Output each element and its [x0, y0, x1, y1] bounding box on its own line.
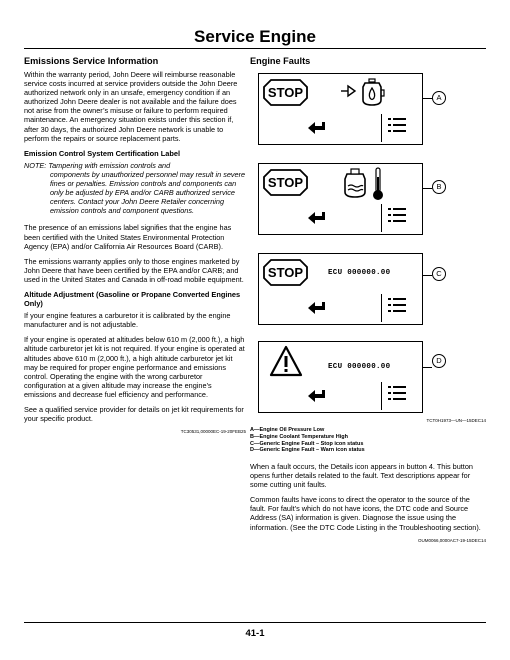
- stop-sign-icon: [263, 79, 308, 106]
- back-arrow-icon: [308, 302, 326, 314]
- left-column: [24, 56, 246, 435]
- emissions-intro: Within the warranty period, John Deere will reimburse reasonable service costs incurred at service providers outside the John Deere authorized network only in an unsafe, emergency condition if an authorized John Deere dealer is not available and the failure does not arise from the owner’s misuse or failure to perform required maintenance. An emergency situation exists under this section if, after 30 days, the authorized John Deere network is unable to perform the repairs or source replacement parts.: [24, 70, 238, 143]
- callout-b: B: [432, 180, 446, 194]
- fault-screen-a: [258, 73, 423, 145]
- certification-heading: Emission Control System Certification Label: [24, 148, 181, 158]
- fault-screen-d: [258, 341, 423, 413]
- fault-paragraph-2: Common faults have icons to direct the operator to the source of the fault. For fault’s which do not have icons, the DTC code and Source Address (SA) information is given. Diagnose the issue using the information. (See the DTC Code Listing in the Troubleshooting section).: [250, 495, 481, 532]
- stop-sign-text: STOP: [267, 265, 304, 280]
- title-rule: [24, 48, 486, 49]
- figure-legend: [250, 427, 486, 454]
- stop-sign-text: STOP: [267, 85, 304, 100]
- back-arrow-icon: [308, 122, 326, 134]
- figure-code: TCT0H1973—UN—15DEC14: [426, 418, 486, 423]
- right-body: [250, 462, 486, 544]
- engine-faults-heading: Engine Faults: [250, 56, 311, 66]
- callout-d: D: [432, 354, 446, 368]
- menu-separator: [381, 382, 382, 410]
- legend-item-b: B—Engine Coolant Temperature High: [250, 433, 348, 440]
- arrow-into-oil-icon: [340, 84, 358, 98]
- stop-sign-text: STOP: [267, 175, 304, 190]
- callout-line-b: [422, 188, 432, 189]
- warranty-paragraph: The emissions warranty applies only to those engines marketed by John Deere that have been certified by the EPA and/or CARB; and used in the United States and Canada in off-road mobile equipment.: [24, 256, 244, 284]
- legend-item-c: C—Generic Engine Fault – Stop icon status: [250, 440, 364, 447]
- back-arrow-icon: [308, 212, 326, 224]
- note-rest: components by unauthorized personnel may result in severe fines or penalties. Emission controls and components can only be adjusted by EPA and/or CARB authorized service centers. Contact your John Deere Retailer concerning emission controls and component questions.: [50, 169, 246, 216]
- oil-pressure-icon: [359, 78, 385, 106]
- stop-sign-icon: [263, 259, 308, 286]
- fault-screen-b: [258, 163, 423, 235]
- altitude-paragraph-2: If your engine is operated at altitudes below 610 m (2,000 ft.), a high altitude carburetor jet kit is not required. If your engine is operated at altitudes above 610 m (2,000 ft.), a high altitude carburetor jet kit may be required for proper engine performance and emissions control. Operating the engine with the wrong carburetor configuration at a given altitude may increase the engine’s emissions and decrease fuel efficiency and performance.: [24, 335, 245, 399]
- menu-list-icon: [388, 115, 406, 137]
- legend-item-d: D—Generic Engine Fault – Warn icon status: [250, 447, 365, 454]
- ecu-code: ECU 000000.00: [328, 269, 391, 277]
- callout-line-d: [422, 367, 432, 368]
- callout-c: C: [432, 267, 446, 281]
- altitude-paragraph-3: See a qualified service provider for details on jet kit requirements for your specific product.: [24, 405, 244, 424]
- tampering-note: [24, 161, 246, 216]
- fault-screen-c: [258, 253, 423, 325]
- left-reference-code: TC30531,00000EC-19-20FEB25: [180, 429, 246, 435]
- menu-separator: [381, 294, 382, 322]
- altitude-heading: Altitude Adjustment (Gasoline or Propane Converted Engines Only): [24, 289, 241, 309]
- note-first-line: NOTE: Tampering with emission controls and: [24, 160, 171, 170]
- menu-list-icon: [388, 205, 406, 227]
- callout-line-a: [422, 98, 432, 99]
- callout-line-c: [422, 275, 432, 276]
- coolant-temperature-icon: [372, 167, 384, 201]
- menu-list-icon: [388, 295, 406, 317]
- menu-separator: [381, 114, 382, 142]
- menu-separator: [381, 204, 382, 232]
- right-reference-code: OUM0066,0000AC7-19-15DEC14: [417, 537, 486, 543]
- legend-item-a: A—Engine Oil Pressure Low: [250, 427, 325, 433]
- right-column: [250, 56, 486, 70]
- ecu-code: ECU 000000.00: [328, 363, 391, 371]
- warning-triangle-icon: [269, 345, 303, 377]
- page-number: 41-1: [245, 628, 265, 639]
- label-paragraph: The presence of an emissions label signifies that the engine has been certified with the United States Environmental Protection Agency (EPA) and/or California Air Resources Board (CARB).: [24, 223, 232, 251]
- coolant-icon: [343, 168, 367, 198]
- altitude-paragraph-1: If your engine features a carburetor it is calibrated by the engine manufacturer and is not adjustable.: [24, 311, 231, 330]
- stop-sign-icon: [263, 169, 308, 196]
- footer-rule: [24, 622, 486, 623]
- callout-a: A: [432, 91, 446, 105]
- menu-list-icon: [388, 383, 406, 405]
- back-arrow-icon: [308, 390, 326, 402]
- emissions-heading: Emissions Service Information: [24, 56, 159, 66]
- page-title: Service Engine: [194, 27, 316, 46]
- fault-paragraph-1: When a fault occurs, the Details icon appears in button 4. This button opens further details related to the fault. Text descriptions appear for some cutting unit faults.: [250, 462, 473, 490]
